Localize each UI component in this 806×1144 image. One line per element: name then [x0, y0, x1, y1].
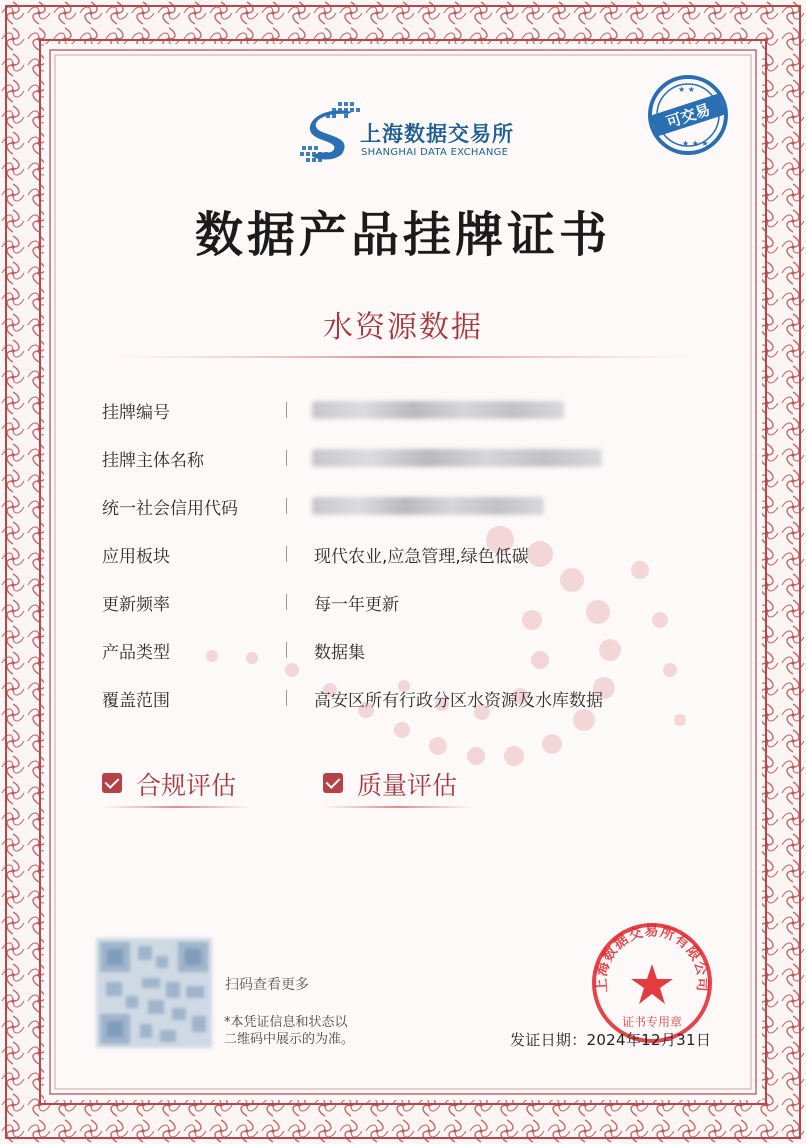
info-row-coverage	[102, 682, 662, 712]
info-value: 现代农业,应急管理,绿色低碳	[314, 547, 529, 567]
seal-text: 上海数据交易所有限公司	[593, 923, 711, 993]
logo-name-cn: 上海数据交易所	[360, 122, 514, 146]
quality-assessment	[323, 766, 473, 810]
info-separator	[286, 498, 287, 514]
subtitle-divider	[110, 356, 696, 358]
info-value: 高安区所有行政分区水资源及水库数据	[314, 691, 603, 711]
info-value: 每一年更新	[314, 595, 399, 615]
info-row-listing-entity	[102, 442, 662, 472]
official-seal	[589, 920, 715, 1046]
qr-note-line: 二维码中展示的为准。	[224, 1032, 355, 1047]
info-label: 挂牌编号	[102, 403, 170, 423]
tradable-badge-text: 可交易	[664, 100, 713, 132]
info-label: 更新频率	[102, 595, 170, 615]
info-separator	[286, 690, 287, 706]
product-name: 水资源数据	[323, 310, 483, 345]
info-separator	[286, 594, 287, 610]
checkbox-checked-icon	[102, 773, 122, 793]
qr-caption: 扫码查看更多	[225, 977, 309, 993]
info-row-listing-number	[102, 394, 662, 424]
redacted-value	[312, 449, 602, 467]
redacted-value	[312, 497, 544, 515]
info-separator	[286, 402, 287, 418]
info-row-product-type	[102, 634, 662, 664]
info-label: 产品类型	[102, 643, 170, 663]
certificate-title: 数据产品挂牌证书	[194, 207, 611, 263]
qr-note-line: *本凭证信息和状态以	[224, 1015, 348, 1030]
svg-text:★ ★: ★ ★	[678, 85, 695, 94]
redacted-value	[312, 401, 564, 419]
info-label: 挂牌主体名称	[102, 451, 204, 471]
assessment-label: 合规评估	[136, 771, 237, 800]
info-separator	[286, 642, 287, 658]
qr-code-icon	[96, 938, 212, 1048]
info-label: 覆盖范围	[102, 691, 170, 711]
assessment-underline	[102, 806, 252, 808]
compliance-assessment	[102, 766, 252, 810]
info-label: 应用板块	[102, 547, 170, 567]
info-label: 统一社会信用代码	[102, 499, 238, 519]
info-separator	[286, 546, 287, 562]
info-row-credit-code	[102, 490, 662, 520]
assessment-label: 质量评估	[357, 771, 458, 800]
info-row-application	[102, 538, 662, 568]
assessment-underline	[323, 806, 473, 808]
tradable-badge	[638, 70, 738, 160]
svg-text:★ ★ ★: ★ ★ ★	[682, 139, 709, 148]
info-separator	[286, 450, 287, 466]
logo-name-en: SHANGHAI DATA EXCHANGE	[361, 147, 509, 158]
info-value: 数据集	[314, 643, 365, 663]
qr-note	[224, 1014, 354, 1048]
seal-bottom-text: 证书专用章	[621, 1015, 683, 1029]
checkbox-checked-icon	[323, 773, 343, 793]
issue-date: 发证日期：2024年12月31日	[510, 1031, 712, 1049]
info-row-update-frequency	[102, 586, 662, 616]
